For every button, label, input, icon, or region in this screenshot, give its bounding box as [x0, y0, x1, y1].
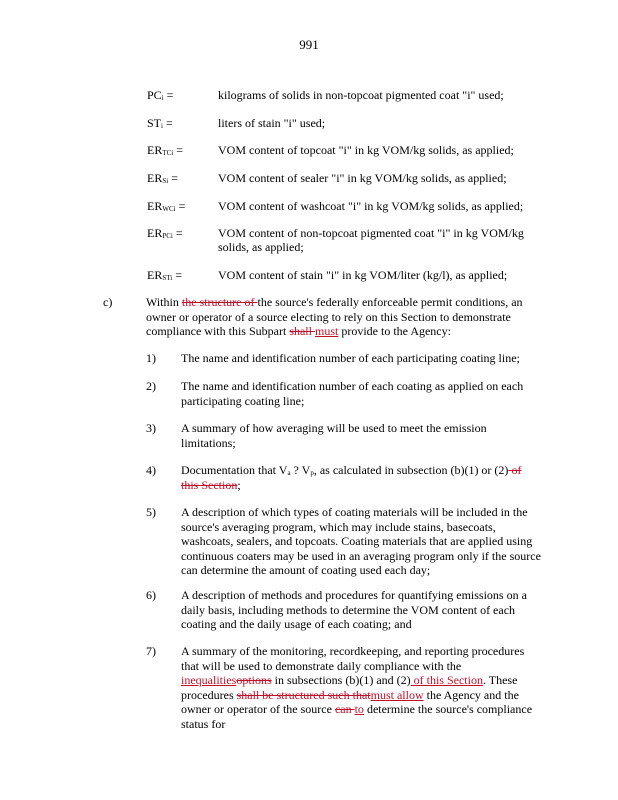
definition-term: $ER_{STi}$ =	[147, 268, 182, 282]
definition-term: $ST_i$ =	[147, 116, 173, 130]
inserted-text: must allow	[370, 687, 424, 702]
definition-term: $ER_{WCi}$ =	[147, 199, 186, 213]
inserted-text: to	[354, 702, 364, 716]
list-item-marker: 5)	[146, 505, 156, 519]
list-item-marker: 2)	[146, 379, 156, 393]
definition-text: VOM content of non-topcoat pigmented coat "i" in kg VOM/kg	[218, 226, 524, 240]
list-item: The name and identification number of each participating coating line;	[181, 351, 520, 365]
list-item: A description of methods and procedures for quantifying emissions on a daily basis, including methods to determine the VOM content of each coating and the daily usage of each coating; and	[181, 588, 527, 631]
definition-text: solids, as applied;	[218, 240, 304, 254]
definition-term: $ER_{TCi}$ =	[147, 143, 184, 157]
definition-text: liters of stain "i" used;	[218, 116, 326, 130]
list-item: The name and identification number of each coating as applied on each participating coating line;	[181, 379, 524, 408]
list-item-marker: 4)	[146, 463, 156, 477]
definition-text: VOM content of sealer "i" in kg VOM/kg solids, as applied;	[218, 171, 507, 185]
inserted-text: of this Section	[410, 673, 483, 687]
definition-text: kilograms of solids in non-topcoat pigmented coat "i" used;	[218, 88, 504, 102]
list-item: Documentation that $V_a$ ? $V_p$, as calculated in subsection (b)(1) or (2) of this Section;	[181, 463, 522, 492]
list-item: A description of which types of coating materials will be included in the source's averaging program, which may include stains, basecoats, washcoats, sealers, and topcoats. Coating materials that are applied using continuous coaters may be used in an averaging program only if the source can determine the amount of coating used each day;	[181, 505, 541, 577]
list-item-marker: 1)	[146, 351, 156, 365]
deleted-text: the structure of	[181, 295, 258, 309]
list-item: A summary of the monitoring, recordkeeping, and reporting procedures that will be used to demonstrate daily compliance with the inequalitiesoptions in subsections (b)(1) and (2) of this Section. These procedures shall be structured such thatmust allow the Agency and the owner or operator of the source can to determine the source's compliance status for	[181, 644, 533, 731]
list-item-marker: 3)	[146, 421, 156, 435]
deleted-text: of this Section	[181, 463, 522, 492]
inserted-text: must	[314, 324, 339, 338]
definition-text: VOM content of washcoat "i" in kg VOM/kg solids, as applied;	[218, 199, 524, 213]
definition-text: VOM content of topcoat "i" in kg VOM/kg solids, as applied;	[218, 143, 514, 157]
definition-term: $ER_{PCi}$ =	[147, 226, 183, 240]
list-item-marker: 6)	[146, 588, 156, 602]
list-item: A summary of how averaging will be used to meet the emission limitations;	[181, 421, 487, 450]
list-item-marker: 7)	[146, 644, 156, 658]
definition-term: $PC_i$ =	[147, 88, 174, 102]
deleted-text: shall	[289, 324, 315, 338]
inserted-text: inequalities	[181, 673, 237, 687]
deleted-text: can	[334, 702, 355, 716]
definition-text: VOM content of stain "i" in kg VOM/liter (kg/l), as applied;	[218, 268, 508, 282]
deleted-text: options	[236, 673, 272, 687]
paragraph-text: Within the structure of the source's federally enforceable permit conditions, an owner or operator of a source electing to rely on this Section to demonstrate compliance with this Subpart shall must provide to the Agency:	[146, 295, 523, 338]
page-number: 991	[299, 37, 319, 52]
deleted-text: shall be structured such that	[236, 687, 371, 702]
paragraph-label: c)	[103, 295, 113, 309]
definition-term: $ER_{Si}$ =	[147, 171, 178, 185]
